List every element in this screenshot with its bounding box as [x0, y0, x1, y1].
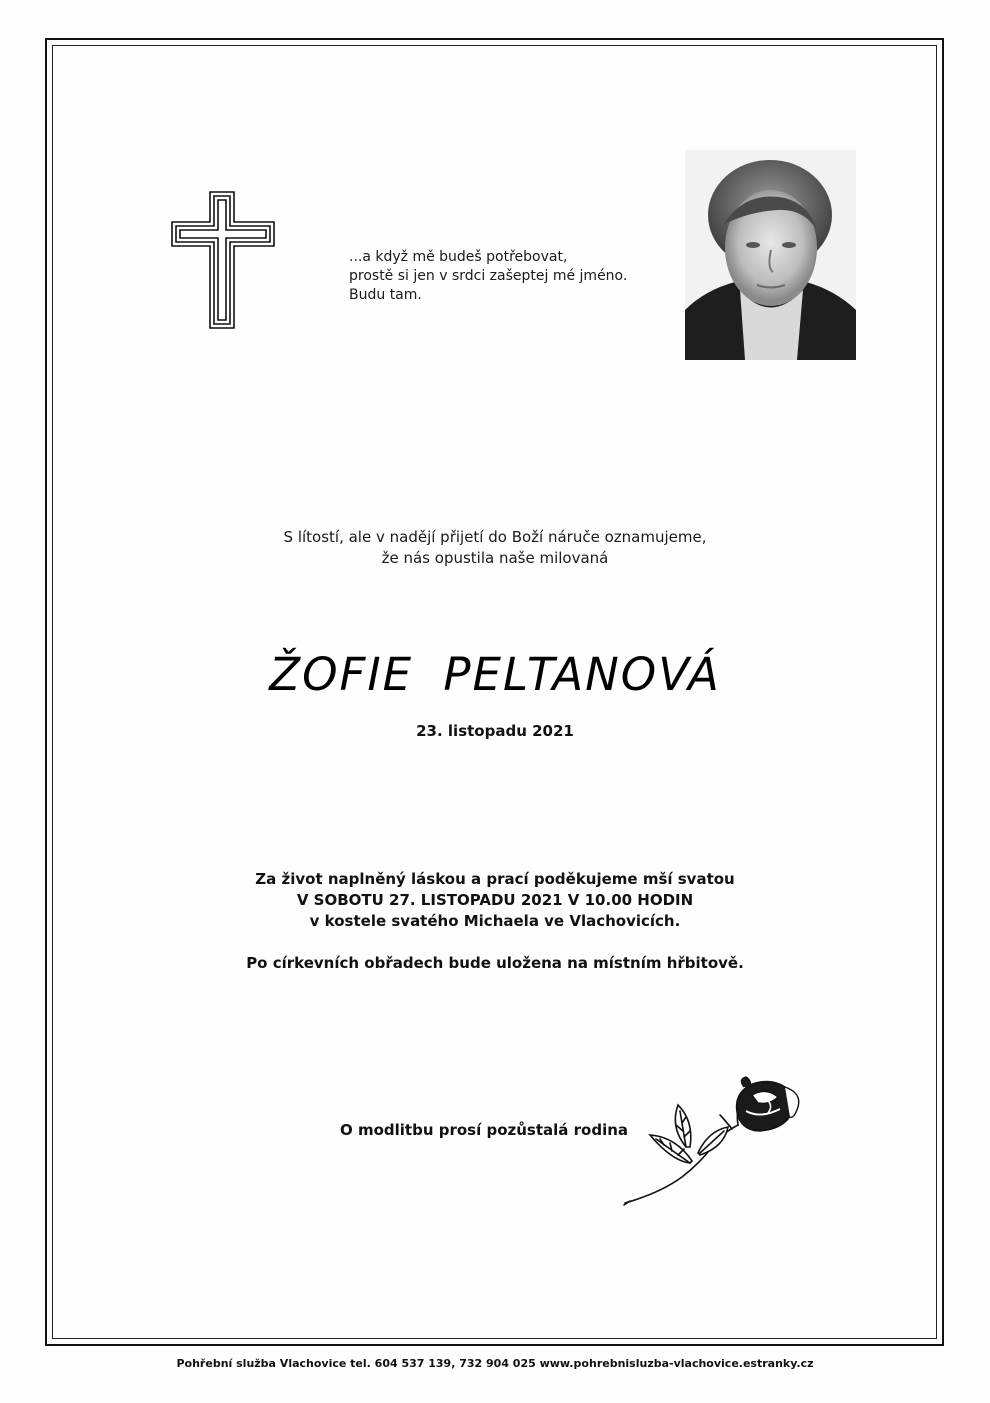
- memorial-quote: [349, 248, 649, 305]
- closing-line: O modlitbu prosí pozůstalá rodina: [340, 1121, 629, 1139]
- cross-icon: [170, 190, 276, 330]
- death-date: 23. listopadu 2021: [416, 722, 574, 740]
- mass-info: [200, 869, 790, 932]
- announcement: [200, 527, 790, 569]
- announcement-line: že nás opustila naše milovaná: [381, 549, 609, 567]
- quote-line: prostě si jen v srdci zašeptej mé jméno.: [349, 268, 628, 284]
- rose-icon: [620, 1075, 805, 1210]
- announcement-line: S lítostí, ale v nadějí přijetí do Boží náruče oznamujeme,: [283, 528, 707, 546]
- mass-line: v kostele svatého Michaela ve Vlachovicích.: [309, 912, 681, 930]
- burial-info: Po církevních obřadech bude uložena na místním hřbitově.: [246, 954, 744, 972]
- funeral-service-footer: Pohřební služba Vlachovice tel. 604 537 139, 732 904 025 www.pohrebnisluzba-vlachovice.estranky.cz: [176, 1357, 814, 1370]
- portrait-photo: [685, 150, 856, 360]
- quote-line: Budu tam.: [349, 287, 422, 303]
- deceased-name: ŽOFIE PELTANOVÁ: [269, 648, 721, 701]
- quote-line: ...a když mě budeš potřebovat,: [349, 249, 568, 265]
- mass-line: V SOBOTU 27. LISTOPADU 2021 V 10.00 HODIN: [296, 891, 694, 909]
- mass-line: Za život naplněný láskou a prací poděkujeme mší svatou: [255, 870, 735, 888]
